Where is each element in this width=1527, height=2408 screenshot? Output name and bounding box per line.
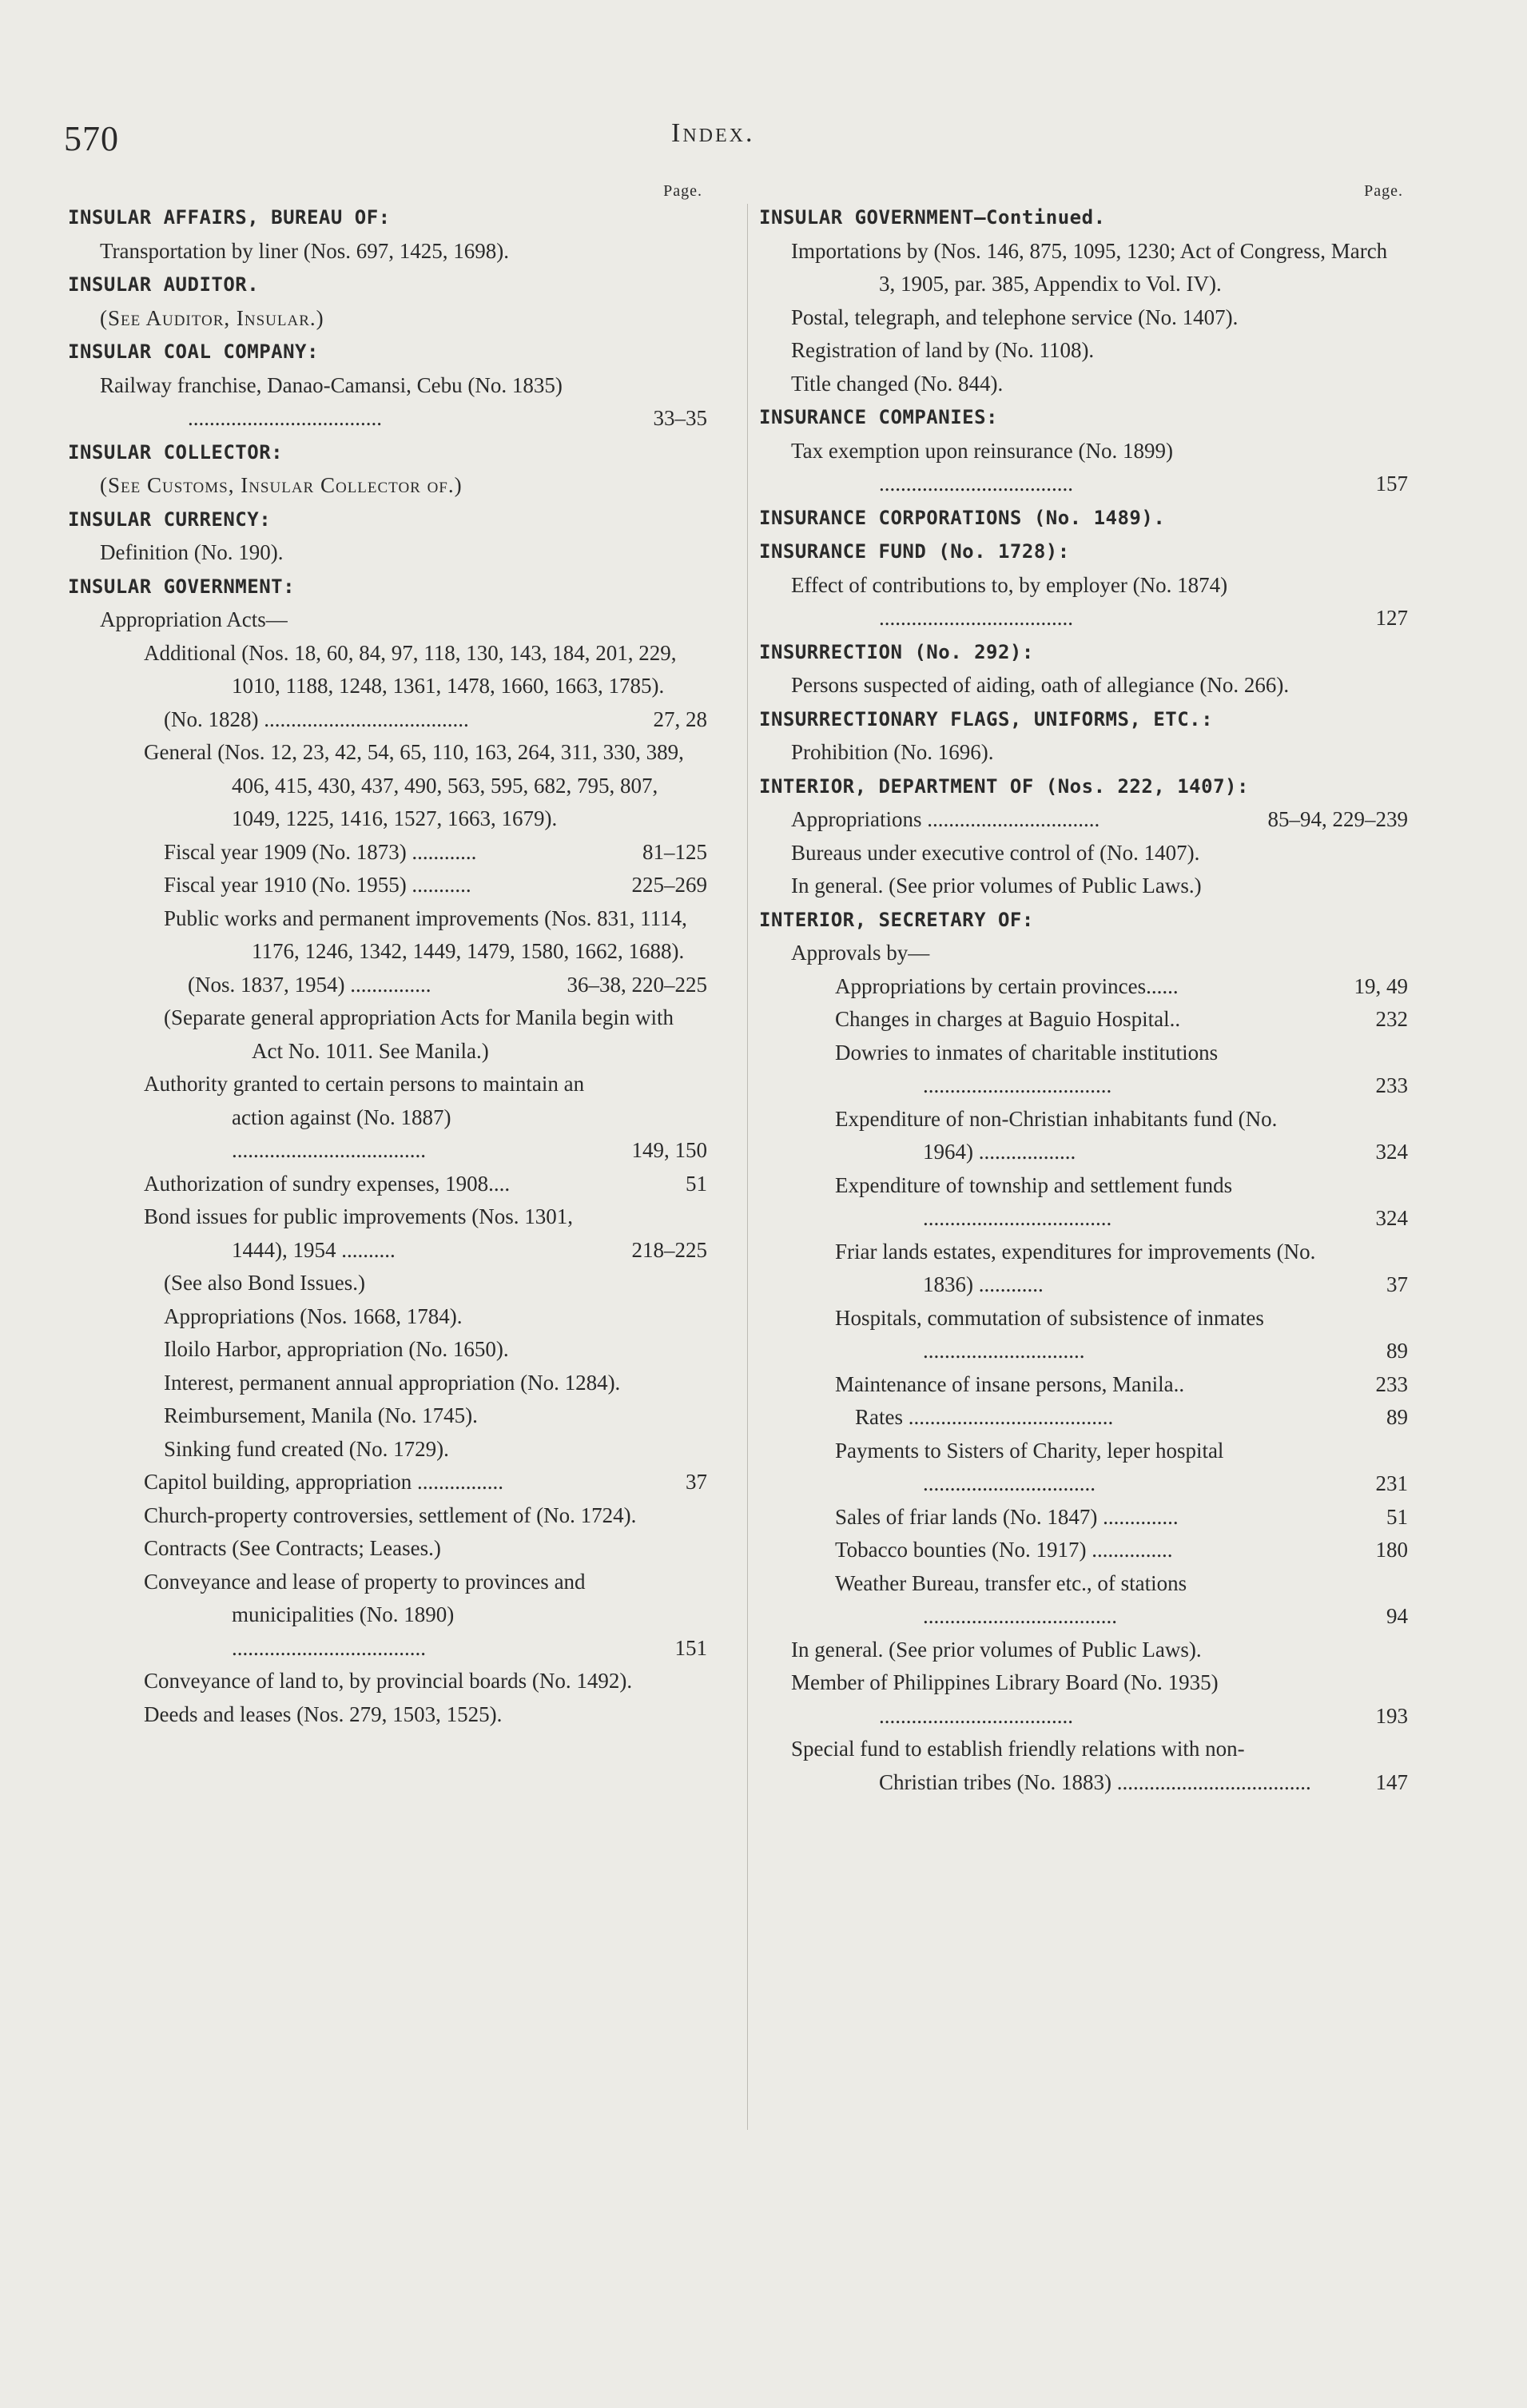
page-reference: 89 [1386, 1405, 1408, 1429]
entry-text: Sales of friar lands (No. 1847) .............. [835, 1504, 1179, 1529]
index-heading [759, 535, 1408, 569]
entry-text: Appropriations ................................ [791, 807, 1100, 831]
index-entry [759, 937, 1408, 970]
entry-text: Weather Bureau, transfer etc., of stations .................................... [835, 1570, 1187, 1628]
index-entry [68, 1566, 707, 1666]
entry-text: (See Auditor, Insular.) [100, 305, 324, 330]
entry-text: Bureaus under executive control of (No. 1407). [791, 840, 1200, 865]
index-heading [68, 503, 707, 537]
index-heading [68, 335, 707, 369]
page-reference: 151 [674, 1635, 707, 1660]
index-entry [68, 1466, 707, 1499]
page-reference: 127 [1375, 606, 1408, 630]
right-entries [759, 201, 1408, 1799]
index-heading [759, 400, 1408, 435]
page-reference: 232 [1375, 1007, 1408, 1031]
index-entry [759, 569, 1408, 635]
index-entry [68, 1532, 707, 1566]
index-entry [759, 1103, 1408, 1169]
page-reference: 37 [1386, 1272, 1408, 1296]
entry-text: Persons suspected of aiding, oath of allegiance (No. 266). [791, 673, 1290, 697]
entry-text: Definition (No. 190). [100, 540, 284, 564]
index-entry [759, 1567, 1408, 1634]
entry-text: Approvals by— [791, 941, 930, 965]
index-entry [68, 1367, 707, 1400]
index-heading [68, 201, 707, 235]
index-entry [68, 902, 707, 969]
index-heading [759, 770, 1408, 804]
heading-text: INSULAR AFFAIRS, BUREAU OF: [68, 206, 391, 229]
index-heading [68, 268, 707, 302]
page-reference: 85–94, 229–239 [1267, 807, 1408, 831]
index-entry [759, 1236, 1408, 1302]
entry-text: Capitol building, appropriation ................ [144, 1470, 503, 1494]
page-reference: 33–35 [653, 406, 707, 430]
page-reference: 233 [1375, 1073, 1408, 1097]
index-entry [68, 1399, 707, 1433]
page-column-label: Page. [1364, 182, 1403, 200]
page-reference: 51 [686, 1171, 707, 1196]
page-reference: 147 [1375, 1769, 1408, 1794]
entry-text: Sinking fund created (No. 1729). [164, 1436, 449, 1461]
heading-text: INSURRECTION (No. 292): [759, 640, 1034, 663]
heading-text: INSULAR COAL COMPANY: [68, 340, 319, 363]
index-entry [759, 435, 1408, 501]
index-entry [759, 1534, 1408, 1567]
entry-text: Payments to Sisters of Charity, leper hospital ................................ [835, 1438, 1224, 1495]
heading-text: INTERIOR, DEPARTMENT OF (Nos. 222, 1407): [759, 774, 1249, 798]
entry-text: (Nos. 1837, 1954) ............... [188, 972, 431, 997]
entry-text: Special fund to establish friendly relations with non-Christian tribes (No. 1883) .................................... [791, 1737, 1311, 1794]
heading-text: INSULAR GOVERNMENT: [68, 575, 296, 598]
entry-text: (Separate general appropriation Acts for Manila begin with Act No. 1011. See Manila.) [164, 1005, 674, 1063]
page-reference: 225–269 [631, 873, 707, 897]
index-entry [759, 1733, 1408, 1799]
index-entry [68, 469, 707, 503]
index-entry [759, 1368, 1408, 1402]
index-entry [759, 368, 1408, 401]
index-entry [68, 703, 707, 737]
entry-text: Prohibition (No. 1696). [791, 740, 994, 764]
index-entry [68, 869, 707, 902]
entry-text: Appropriations by certain provinces...... [835, 973, 1179, 998]
page-reference: 27, 28 [653, 706, 707, 731]
entry-text: Railway franchise, Danao-Camansi, Cebu (No. 1835) .................................... [100, 372, 563, 430]
entry-text: Dowries to inmates of charitable institutions ................................... [835, 1040, 1219, 1097]
index-entry [759, 736, 1408, 770]
index-entry [68, 836, 707, 870]
index-entry [759, 1634, 1408, 1667]
entry-text: General (Nos. 12, 23, 42, 54, 65, 110, 163, 264, 311, 330, 389, 406, 415, 430, 437, 490, 563, 595, 682, 795, 807, 1049, 1225, 1416, 1527, 1663, 1679). [144, 740, 684, 830]
entry-text: Contracts (See Contracts; Leases.) [144, 1536, 441, 1560]
entry-text: Deeds and leases (Nos. 279, 1503, 1525). [144, 1702, 503, 1726]
page-reference: 37 [686, 1470, 707, 1494]
index-entry [759, 803, 1408, 837]
index-entry [68, 1168, 707, 1201]
page-reference: 324 [1375, 1140, 1408, 1164]
index-entry [759, 669, 1408, 702]
entry-text: Bond issues for public improvements (Nos. 1301, 1444), 1954 .......... [144, 1204, 573, 1262]
entry-text: Maintenance of insane persons, Manila.. [835, 1371, 1185, 1396]
page-reference: 193 [1375, 1703, 1408, 1728]
entry-text: Conveyance of land to, by provincial boards (No. 1492). [144, 1669, 633, 1693]
index-entry [68, 603, 707, 637]
page-reference: 81–125 [642, 839, 707, 864]
entry-text: Expenditure of non-Christian inhabitants fund (No. 1964) .................. [835, 1106, 1278, 1164]
entry-text: Reimbursement, Manila (No. 1745). [164, 1403, 478, 1427]
index-entry [759, 1302, 1408, 1368]
heading-text: INSURANCE FUND (No. 1728): [759, 540, 1070, 563]
index-entry [68, 1665, 707, 1698]
entry-text: Additional (Nos. 18, 60, 84, 97, 118, 130, 143, 184, 201, 229, 1010, 1188, 1248, 1361, 1478, 1660, 1663, 1785). [144, 640, 677, 698]
page-column-label: Page. [663, 182, 702, 200]
index-entry [759, 1169, 1408, 1236]
entry-text: In general. (See prior volumes of Public Laws). [791, 1637, 1202, 1662]
entry-text: Interest, permanent annual appropriation (No. 1284). [164, 1370, 621, 1395]
page-reference: 94 [1386, 1604, 1408, 1628]
index-entry [759, 334, 1408, 368]
page-reference: 233 [1375, 1371, 1408, 1396]
page-reference: 19, 49 [1354, 973, 1408, 998]
entry-text: Tax exemption upon reinsurance (No. 1899) .................................... [791, 438, 1173, 496]
entry-text: Appropriation Acts— [100, 607, 288, 631]
entry-text: Appropriations (Nos. 1668, 1784). [164, 1304, 463, 1328]
heading-text: INSURANCE COMPANIES: [759, 406, 998, 428]
page-reference: 218–225 [631, 1237, 707, 1262]
entry-text: (See Customs, Insular Collector of.) [100, 473, 463, 497]
entry-text: Importations by (Nos. 146, 875, 1095, 1230; Act of Congress, March 3, 1905, par. 385, Appendix to Vol. IV). [791, 238, 1388, 296]
entry-text: Public works and permanent improvements (Nos. 831, 1114, 1176, 1246, 1342, 1449, 1479, 1580, 1662, 1688). [164, 905, 687, 963]
index-entry [68, 536, 707, 570]
heading-text: INSULAR COLLECTOR: [68, 440, 284, 464]
page-reference: 89 [1386, 1339, 1408, 1363]
left-index-column [68, 180, 707, 1731]
entry-text: (No. 1828) ...................................... [164, 706, 469, 731]
entry-text: Postal, telegraph, and telephone service (No. 1407). [791, 304, 1239, 329]
left-entries [68, 201, 707, 1731]
index-heading [759, 501, 1408, 535]
entry-text: (See also Bond Issues.) [164, 1271, 365, 1295]
index-entry [759, 870, 1408, 903]
index-entry [759, 837, 1408, 870]
heading-text: INSURRECTIONARY FLAGS, UNIFORMS, ETC.: [759, 707, 1214, 730]
index-entry [68, 1499, 707, 1533]
running-head: Index. [671, 118, 755, 148]
page-reference: 51 [1386, 1504, 1408, 1529]
heading-text: INSURANCE CORPORATIONS (No. 1489). [759, 506, 1166, 529]
entry-text: Registration of land by (No. 1108). [791, 338, 1095, 362]
entry-text: Conveyance and lease of property to provinces and municipalities (No. 1890) .................................... [144, 1569, 586, 1660]
index-entry [759, 1666, 1408, 1733]
index-entry [68, 1698, 707, 1732]
page-reference: 157 [1375, 472, 1408, 496]
page-reference: 324 [1375, 1206, 1408, 1230]
page-number: 570 [64, 119, 119, 158]
entry-text: Member of Philippines Library Board (No. 1935) .................................... [791, 1670, 1219, 1728]
index-entry [759, 1037, 1408, 1103]
index-entry [68, 302, 707, 336]
index-entry [68, 969, 707, 1002]
index-heading [759, 903, 1408, 937]
entry-text: Tobacco bounties (No. 1917) ............... [835, 1538, 1173, 1562]
entry-text: Transportation by liner (Nos. 697, 1425, 1698). [100, 238, 509, 263]
index-entry [68, 1068, 707, 1168]
heading-text: INSULAR CURRENCY: [68, 507, 272, 531]
index-entry [68, 1001, 707, 1068]
entry-text: Fiscal year 1909 (No. 1873) ............ [164, 839, 477, 864]
entry-text: Fiscal year 1910 (No. 1955) ........... [164, 873, 471, 897]
page-reference: 231 [1375, 1471, 1408, 1495]
heading-text: INSULAR GOVERNMENT—Continued. [759, 206, 1106, 229]
entry-text: Changes in charges at Baguio Hospital.. [835, 1007, 1181, 1031]
index-entry [68, 736, 707, 836]
index-heading [759, 201, 1408, 235]
right-index-column [759, 180, 1408, 1799]
index-heading [68, 570, 707, 604]
heading-text: INSULAR AUDITOR. [68, 273, 260, 296]
index-entry [759, 1435, 1408, 1501]
entry-text: Friar lands estates, expenditures for improvements (No. 1836) ............ [835, 1239, 1316, 1296]
index-entry [759, 1501, 1408, 1534]
index-heading [759, 702, 1408, 737]
heading-text: INTERIOR, SECRETARY OF: [759, 908, 1034, 931]
entry-text: Hospitals, commutation of subsistence of inmates .............................. [835, 1305, 1264, 1363]
index-entry [759, 235, 1408, 301]
index-entry [68, 369, 707, 436]
index-entry [68, 1433, 707, 1467]
column-divider [747, 204, 748, 2130]
entry-text: Expenditure of township and settlement funds ................................... [835, 1172, 1233, 1230]
page-reference: 180 [1375, 1538, 1408, 1562]
entry-text: Authority granted to certain persons to maintain an action against (No. 1887) .................................... [144, 1072, 585, 1162]
entry-text: Effect of contributions to, by employer (No. 1874) .................................... [791, 572, 1228, 630]
entry-text: Authorization of sundry expenses, 1908.... [144, 1171, 511, 1196]
entry-text: Church-property controversies, settlement of (No. 1724). [144, 1503, 637, 1527]
entry-text: Iloilo Harbor, appropriation (No. 1650). [164, 1337, 509, 1361]
index-entry [759, 1003, 1408, 1037]
index-entry [68, 637, 707, 703]
index-entry [68, 235, 707, 269]
index-entry [759, 301, 1408, 335]
entry-text: Rates ...................................... [855, 1405, 1114, 1429]
index-entry [68, 1333, 707, 1367]
index-entry [68, 1300, 707, 1334]
index-entry [759, 970, 1408, 1004]
page-reference: 36–38, 220–225 [567, 972, 707, 997]
entry-text: In general. (See prior volumes of Public Laws.) [791, 874, 1202, 898]
index-heading [68, 436, 707, 470]
page-reference: 149, 150 [631, 1138, 707, 1162]
index-entry [68, 1200, 707, 1267]
index-heading [759, 635, 1408, 670]
index-entry [759, 1401, 1408, 1435]
entry-text: Title changed (No. 844). [791, 371, 1004, 396]
index-entry [68, 1267, 707, 1300]
